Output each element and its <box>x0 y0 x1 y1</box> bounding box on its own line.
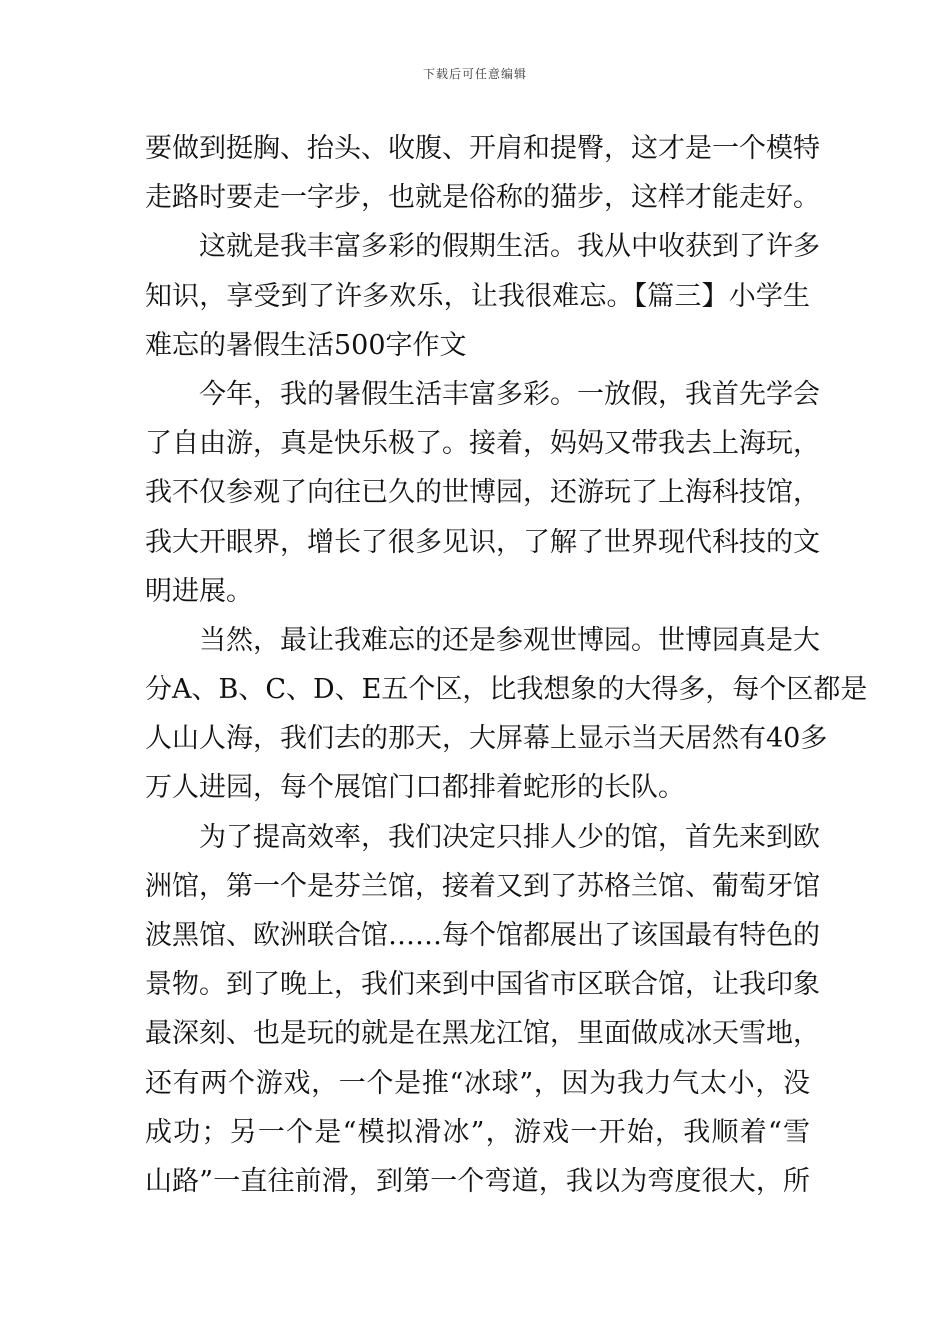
text-line: 成功；另一个是“模拟滑冰”，游戏一开始，我顺着“雪 <box>145 1116 810 1148</box>
text-line: 我不仅参观了向往已久的世博园，还游玩了上海科技馆， <box>145 477 820 509</box>
text-line: 要做到挺胸、抬头、收腹、开肩和提臀，这才是一个模特 <box>145 133 820 164</box>
text-line: 这就是我丰富多彩的假期生活。我从中收获到了许多 <box>199 231 820 263</box>
text-line: 我大开眼界，增长了很多见识，了解了世界现代科技的文 <box>145 526 820 558</box>
text-line: 知识，享受到了许多欢乐，让我很难忘。【篇三】小学生 <box>145 280 810 312</box>
text-line: 波黑馆、欧洲联合馆……每个馆都展出了该国最有特色的 <box>145 920 820 951</box>
text-line: 还有两个游戏，一个是推“冰球”，因为我力气太小，没 <box>145 1067 810 1099</box>
text-line: 为了提高效率，我们决定只排人少的馆，首先来到欧 <box>199 821 820 853</box>
text-line: 分A、B、C、D、E五个区，比我想象的大得多，每个区都是 <box>145 674 868 706</box>
text-line: 最深刻、也是玩的就是在黑龙江馆，里面做成冰天雪地， <box>145 1018 820 1050</box>
text-line: 明进展。 <box>145 575 253 607</box>
text-line: 洲馆，第一个是芬兰馆，接着又到了苏格兰馆、葡萄牙馆 <box>145 870 820 902</box>
document-body <box>145 124 868 1206</box>
text-line: 人山人海，我们去的那天，大屏幕上显示当天居然有40多 <box>145 723 828 755</box>
text-line: 山路”一直往前滑，到第一个弯道，我以为弯度很大，所 <box>145 1165 810 1197</box>
text-line: 景物。到了晚上，我们来到中国省市区联合馆，让我印象 <box>145 969 820 1001</box>
text-line: 当然，最让我难忘的还是参观世博园。世博园真是大 <box>199 624 820 656</box>
text-line: 今年，我的暑假生活丰富多彩。一放假，我首先学会 <box>199 378 820 410</box>
text-line: 万人进园，每个展馆门口都排着蛇形的长队。 <box>145 772 685 804</box>
text-line: 走路时要走一字步，也就是俗称的猫步，这样才能走好。 <box>145 182 820 214</box>
text-line: 难忘的暑假生活500字作文 <box>145 329 467 361</box>
page-header: 下载后可任意编辑 <box>422 67 527 81</box>
text-line: 了自由游，真是快乐极了。接着，妈妈又带我去上海玩， <box>145 428 820 460</box>
